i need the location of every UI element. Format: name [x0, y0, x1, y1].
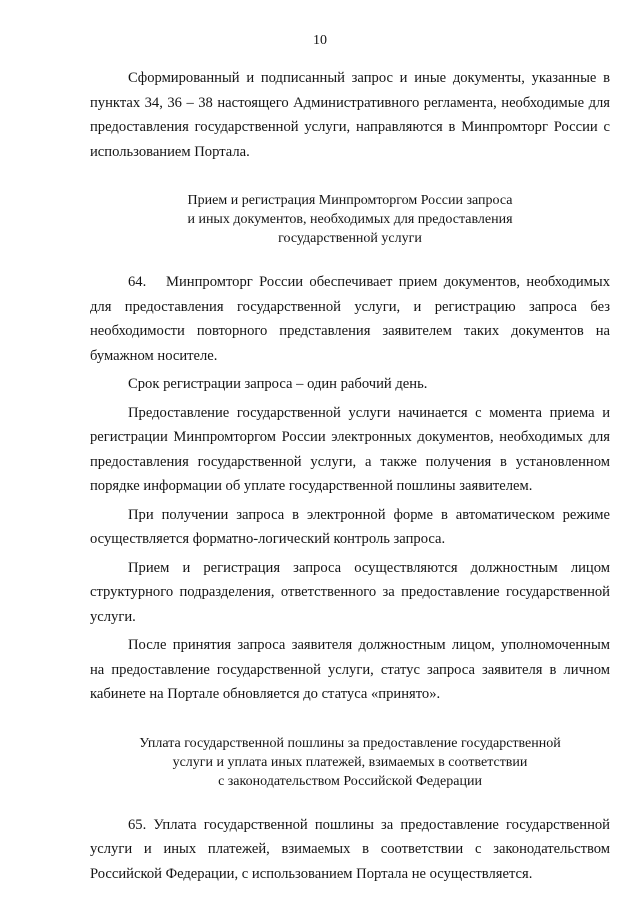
- paragraph-reception: Прием и регистрация запроса осуществляются должностным лицом структурного подразделения, ответственного за предоставление государственной услуги.: [90, 559, 610, 625]
- paragraph-service-start: Предоставление государственной услуги начинается с момента приема и регистрации Минпромторгом России электронных документов, необходимых для предоставления государственной услуги, а также получения в установленном порядке информации об уплате государственной пошлины заявителем.: [90, 404, 610, 494]
- item-64-text: Минпромторг России обеспечивает прием документов, необходимых для предоставления государственной услуги, и регистрацию запроса без необходимости повторного представления заявителем таких документов на бумажном носителе.: [90, 274, 610, 364]
- section-heading-registration: [90, 191, 610, 248]
- document-body: [90, 66, 610, 886]
- heading-line: с законодательством Российской Федерации: [218, 773, 482, 789]
- heading-line: государственной услуги: [278, 231, 422, 246]
- heading-line: услуги и уплата иных платежей, взимаемых в соответствии: [172, 754, 528, 770]
- section-heading-fee: [90, 734, 610, 791]
- item-number: 64.: [128, 274, 147, 290]
- paragraph-status-update: После принятия запроса заявителя должностным лицом, уполномоченным на предоставление государственной услуги, статус запроса заявителя в личном кабинете на Портале обновляется до статуса «принято».: [90, 637, 610, 702]
- heading-line: и иных документов, необходимых для предоставления: [187, 212, 513, 227]
- heading-line: Уплата государственной пошлины за предоставление государственной: [139, 735, 561, 751]
- page-number: 10: [313, 33, 327, 48]
- item-64-paragraph: [90, 270, 610, 368]
- intro-paragraph: Сформированный и подписанный запрос и иные документы, указанные в пунктах 34, 36 – 38 настоящего Административного регламента, необходимые для предоставления государственной услуги, направляются в Минпромторг России с использованием Портала.: [90, 70, 610, 160]
- item-65-paragraph: 65. Уплата государственной пошлины за предоставление государственной услуги и иных платежей, взимаемых в соответствии с законодательством Российской Федерации, с использованием Портала не осуществляется.: [90, 816, 610, 882]
- paragraph-registration-term: Срок регистрации запроса – один рабочий день.: [128, 376, 428, 392]
- heading-line: Прием и регистрация Минпромторгом России запроса: [187, 193, 513, 208]
- paragraph-format-control: При получении запроса в электронной форме в автоматическом режиме осуществляется форматно-логический контроль запроса.: [90, 506, 610, 547]
